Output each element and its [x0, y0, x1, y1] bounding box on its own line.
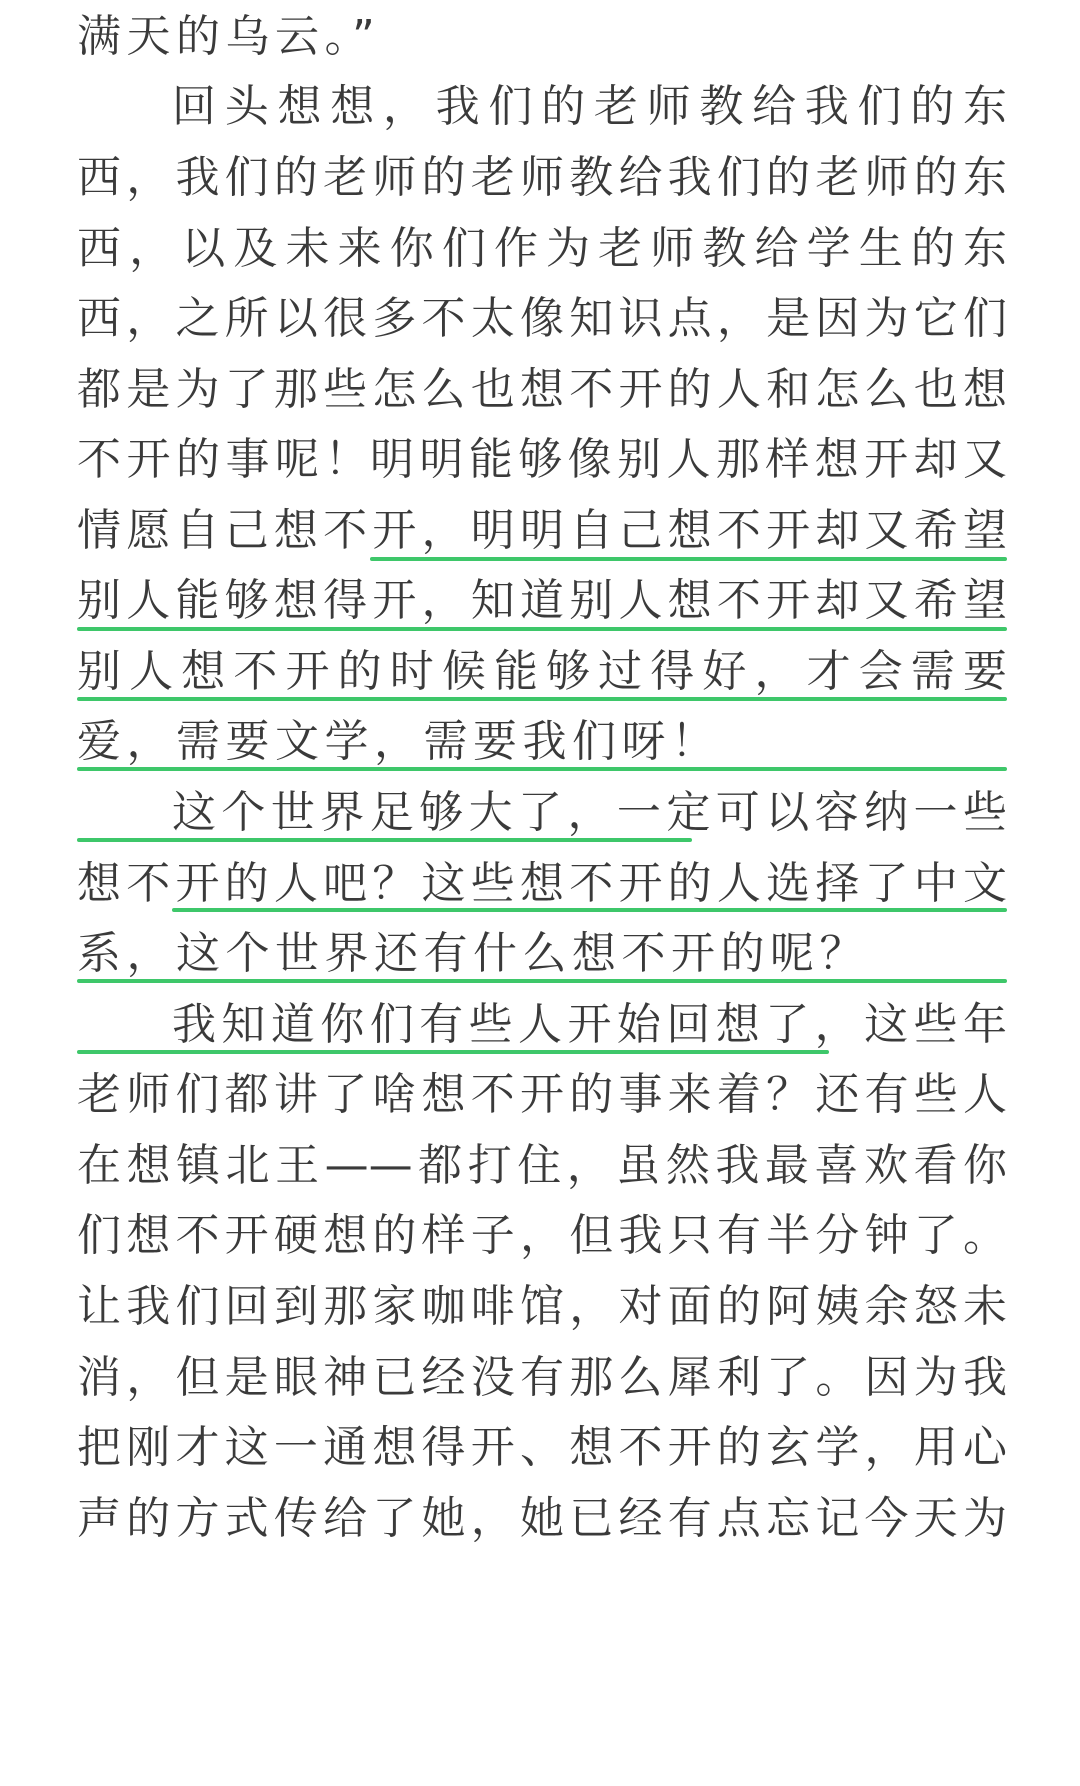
highlighted-text[interactable]: 别人想不开的时候能够过得好，才会需要 — [77, 646, 1007, 697]
highlighted-text[interactable]: 系，这个世界还有什么想不开的呢？ — [77, 928, 869, 979]
text-line: 不开的事呢！ — [77, 434, 374, 485]
highlighted-text[interactable]: 这个世界足够大了，一定可以容纳一些 — [172, 787, 1007, 838]
text-line: 西，以及未来你们作为老师教给学生的东 — [77, 223, 1007, 274]
text-line: 回头想想，我们的老师教给我们的东 — [172, 81, 1007, 132]
text-line: 消，但是眼神已经没有那么犀利了。因为我 — [77, 1352, 1007, 1403]
text-line: 老师们都讲了啥想不开的事来着？还有些人 — [77, 1069, 1007, 1120]
text-line: 声的方式传给了她，她已经有点忘记今天为 — [77, 1493, 1007, 1544]
highlighted-text[interactable]: 爱，需要文学，需要我们呀！ — [77, 716, 721, 767]
highlighted-text[interactable]: 明明能够像别人那样想开却又 — [370, 434, 1007, 485]
text-line: 西，之所以很多不太像知识点，是因为它们 — [77, 293, 1007, 344]
text-line: 把刚才这一通想得开、想不开的玄学，用心 — [77, 1422, 1007, 1473]
text-line: 让我们回到那家咖啡馆，对面的阿姨余怒未 — [77, 1281, 1007, 1332]
text-line: 们想不开硬想的样子，但我只有半分钟了。 — [77, 1210, 1007, 1261]
highlighted-text[interactable]: 情愿自己想不开，明明自己想不开却又希望 — [77, 505, 1007, 556]
text-line: 我知道你们有些人开始回想了，这些年 — [172, 999, 1007, 1050]
highlighted-text[interactable]: 想不开的人吧？这些想不开的人选择了中文 — [77, 858, 1007, 909]
highlighted-text[interactable]: 别人能够想得开，知道别人想不开却又希望 — [77, 575, 1007, 626]
text-line: 都是为了那些怎么也想不开的人和怎么也想 — [77, 364, 1007, 415]
text-line: 在想镇北王——都打住，虽然我最喜欢看你 — [77, 1140, 1007, 1191]
text-line: 满天的乌云。” — [77, 11, 381, 62]
text-line: 西，我们的老师的老师教给我们的老师的东 — [77, 152, 1007, 203]
